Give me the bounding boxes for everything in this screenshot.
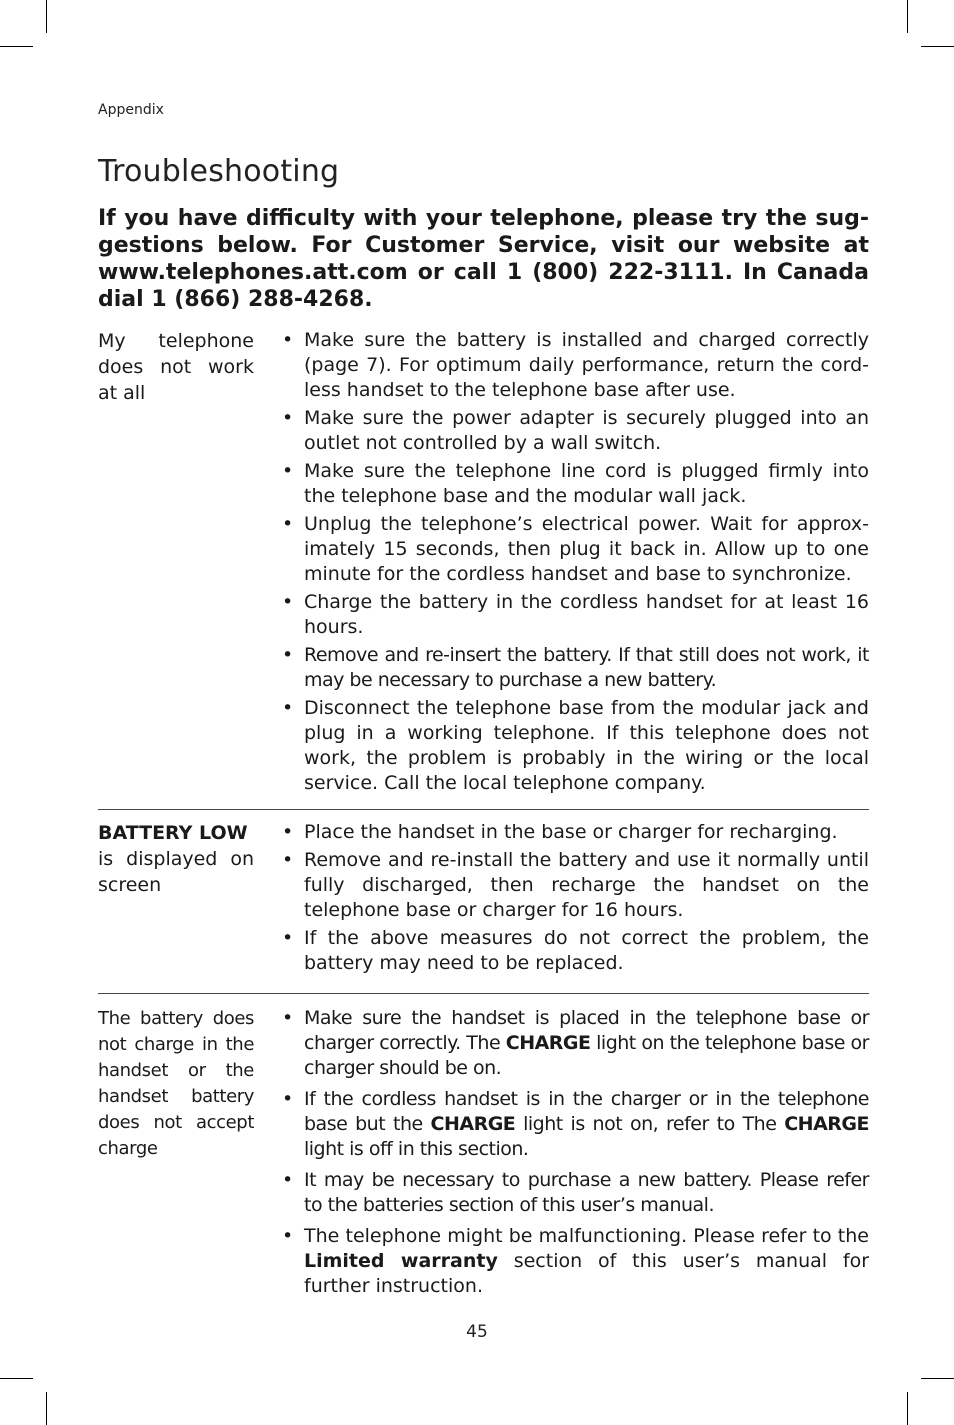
bullet-icon: • <box>282 1007 293 1029</box>
solution-text: Remove and re-insert the battery. If that still does not work, it may be necessary to purchase a new battery. <box>304 644 869 691</box>
solution-text: Disconnect the telephone base from the modular jack and plug in a working telephone. If this telephone does not work, the problem is probably in the wiring or the local service. Call the local telephone company. <box>304 697 869 794</box>
list-item <box>278 643 869 693</box>
page-title: Troubleshooting <box>98 154 340 189</box>
list-item <box>278 459 869 509</box>
list-item <box>278 328 869 403</box>
solution-text: section of this user’s manual for further instruction. <box>304 1250 870 1297</box>
troubleshooting-table <box>98 328 869 1305</box>
charge-light-label: CHARGE <box>784 1113 869 1135</box>
list-item <box>278 696 869 796</box>
solution-list <box>278 328 869 799</box>
problem-text: is displayed on screen <box>98 848 254 896</box>
solution-text: light is off in this section. <box>304 1138 529 1160</box>
crop-mark <box>0 46 33 47</box>
status-message: BATTERY LOW <box>98 822 248 844</box>
problem-cell: My telephone does not work at all <box>98 330 254 404</box>
limited-warranty-reference: Limited warranty <box>304 1250 498 1272</box>
solution-text: Make sure the power adapter is securely plugged into an outlet not controlled by a wall switch. <box>304 407 869 454</box>
crop-mark <box>921 1378 954 1379</box>
solution-text: The telephone might be malfunctioning. Please refer to the <box>304 1225 869 1247</box>
charge-light-label: CHARGE <box>430 1113 516 1135</box>
list-item <box>278 848 869 923</box>
bullet-icon: • <box>282 407 294 429</box>
bullet-icon: • <box>282 513 294 535</box>
solution-text: light on the telephone base or charger should be on. <box>304 1032 869 1079</box>
solution-list <box>278 1006 869 1305</box>
bullet-icon: • <box>282 697 294 719</box>
section-label: Appendix <box>98 102 164 118</box>
solution-text: Place the handset in the base or charger for recharging. <box>304 821 838 843</box>
table-row <box>98 810 869 994</box>
list-item <box>278 926 869 976</box>
list-item <box>278 1006 869 1081</box>
bullet-icon: • <box>282 1225 294 1247</box>
table-row <box>98 994 869 1305</box>
charge-light-label: CHARGE <box>505 1032 591 1054</box>
list-item <box>278 406 869 456</box>
list-item <box>278 1168 869 1218</box>
list-item <box>278 512 869 587</box>
solution-text: Unplug the telephone’s electrical power. Wait for approx-imately 15 seconds, then plug it back in. Allow up to one minute for the cordless handset and base to synchronize. <box>304 513 869 585</box>
list-item <box>278 1087 869 1162</box>
list-item <box>278 820 869 845</box>
solution-text: Remove and re-install the battery and use it normally until fully discharged, then recharge the handset on the telephone base or charger for 16 hours. <box>304 849 869 921</box>
bullet-icon: • <box>282 644 293 666</box>
bullet-icon: • <box>282 927 294 949</box>
table-row <box>98 328 869 810</box>
solution-list <box>278 820 869 979</box>
bullet-icon: • <box>282 821 294 843</box>
bullet-icon: • <box>282 460 294 482</box>
solution-text: Charge the battery in the cordless handset for at least 16 hours. <box>304 591 869 638</box>
bullet-icon: • <box>282 329 294 351</box>
page-number: 45 <box>466 1322 488 1342</box>
solution-text: Make sure the battery is installed and charged correctly (page 7). For optimum daily performance, return the cord-less handset to the telephone base after use. <box>304 329 869 401</box>
problem-cell: The battery does not charge in the handset or the handset battery does not accept charge <box>98 1008 254 1159</box>
crop-mark <box>907 1392 908 1425</box>
solution-text: If the above measures do not correct the problem, the battery may need to be replaced. <box>304 927 869 974</box>
intro-paragraph: If you have difficulty with your telephone, please try the sug-gestions below. For Customer Service, visit our website at www.telephones.att.com or call 1 (800) 222-3111. In Canada dial 1 (866) 288-4268. <box>98 206 869 312</box>
crop-mark <box>907 0 908 33</box>
bullet-icon: • <box>282 849 294 871</box>
crop-mark <box>0 1378 33 1379</box>
bullet-icon: • <box>282 591 294 613</box>
solution-text: It may be necessary to purchase a new battery. Please refer to the batteries section of this user’s manual. <box>304 1169 869 1216</box>
crop-mark <box>46 0 47 33</box>
bullet-icon: • <box>282 1169 293 1191</box>
solution-text: Make sure the telephone line cord is plugged firmly into the telephone base and the modular wall jack. <box>304 460 869 507</box>
problem-cell <box>98 820 254 979</box>
solution-text: Make sure the handset is placed in the telephone base or charger correctly. The <box>304 1007 869 1054</box>
bullet-icon: • <box>282 1088 293 1110</box>
crop-mark <box>921 46 954 47</box>
list-item <box>278 1224 869 1299</box>
list-item <box>278 590 869 640</box>
crop-mark <box>46 1392 47 1425</box>
solution-text: If the cordless handset is in the charger or in the telephone base but the <box>304 1088 869 1135</box>
solution-text: light is not on, refer to The <box>515 1113 785 1135</box>
